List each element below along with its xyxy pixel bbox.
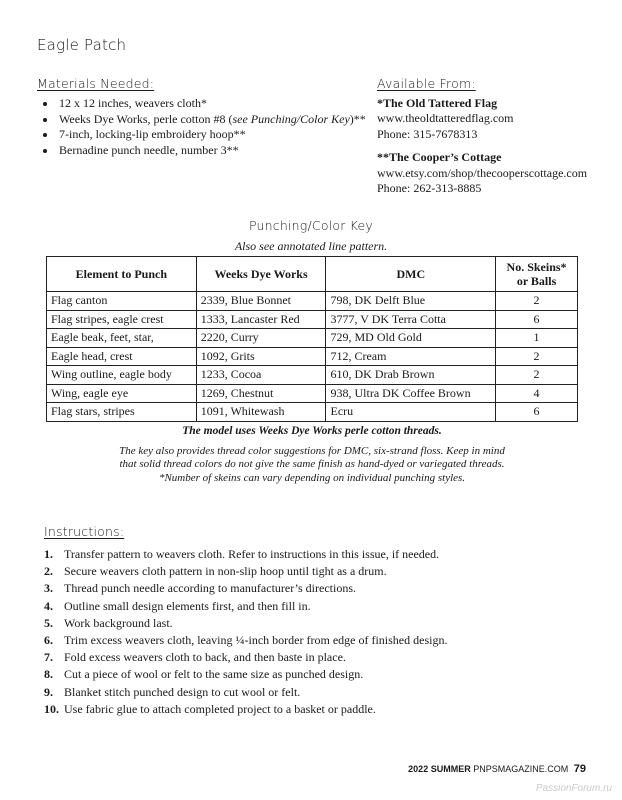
table-row bbox=[47, 384, 578, 403]
list-item bbox=[57, 143, 367, 159]
instructions-list bbox=[44, 546, 604, 718]
watermark: PassionForum.ru bbox=[535, 783, 612, 794]
table-row bbox=[47, 403, 578, 422]
skeins-cell: 2 bbox=[496, 347, 578, 366]
note-line: *Number of skeins can vary depending on individual punching styles. bbox=[158, 471, 466, 484]
column-header: Element to Punch bbox=[47, 257, 197, 292]
skeins-cell: 1 bbox=[496, 329, 578, 348]
material-text: 12 x 12 inches, weavers cloth* bbox=[59, 96, 207, 110]
weeks-cell: 1091, Whitewash bbox=[196, 403, 326, 422]
table-row bbox=[47, 366, 578, 385]
table-row bbox=[47, 329, 578, 348]
material-text: Weeks Dye Works, perle cotton #8 ( bbox=[59, 111, 233, 126]
step-text: Blanket stitch punched design to cut wool or felt. bbox=[64, 684, 301, 699]
list-item bbox=[44, 666, 604, 683]
table-row bbox=[47, 347, 578, 366]
header-line: or Balls bbox=[516, 274, 557, 288]
note-line: The key also provides thread color suggestions for DMC, six-strand floss. Keep in mind bbox=[119, 444, 505, 457]
weeks-cell: 1233, Cocoa bbox=[196, 366, 326, 385]
step-text: Transfer pattern to weavers cloth. Refer to instructions in this issue, if needed. bbox=[64, 547, 440, 561]
materials-list bbox=[37, 96, 367, 158]
column-header: Weeks Dye Works bbox=[196, 257, 326, 292]
step-number: 1. bbox=[44, 547, 53, 561]
weeks-cell: 1269, Chestnut bbox=[196, 384, 326, 403]
element-cell: Flag canton bbox=[47, 292, 197, 311]
step-number: 10. bbox=[44, 701, 59, 716]
dmc-cell: 712, Cream bbox=[326, 347, 496, 366]
page-number: 79 bbox=[573, 763, 586, 775]
list-item bbox=[57, 96, 367, 112]
weeks-cell: 1092, Grits bbox=[196, 347, 326, 366]
model-note: The model uses Weeks Dye Works perle cotton threads. bbox=[182, 425, 442, 437]
step-text: Fold excess weavers cloth to back, and then baste in place. bbox=[64, 650, 346, 665]
list-item bbox=[44, 546, 604, 563]
materials-section bbox=[37, 76, 367, 158]
step-number: 7. bbox=[44, 650, 53, 665]
material-text: 7-inch, locking-lip embroidery hoop** bbox=[59, 127, 246, 141]
weeks-cell: 2339, Blue Bonnet bbox=[196, 292, 326, 311]
weeks-cell: 1333, Lancaster Red bbox=[196, 310, 326, 329]
list-item bbox=[44, 615, 604, 632]
list-item bbox=[44, 649, 604, 666]
key-notes bbox=[46, 425, 578, 485]
weeks-cell: 2220, Curry bbox=[196, 329, 326, 348]
step-number: 9. bbox=[44, 684, 53, 699]
step-text: Work background last. bbox=[64, 615, 173, 630]
skeins-cell: 2 bbox=[496, 366, 578, 385]
source-website[interactable]: www.theoldtatteredflag.com bbox=[377, 111, 514, 125]
material-after: )** bbox=[349, 111, 366, 126]
dmc-cell: 610, DK Drab Brown bbox=[326, 366, 496, 385]
step-number: 5. bbox=[44, 615, 53, 630]
note-line: that solid thread colors do not give the same finish as hand-dyed or variegated threads. bbox=[119, 458, 505, 470]
header-line: No. Skeins* bbox=[506, 260, 567, 274]
list-item bbox=[44, 701, 604, 718]
step-number: 4. bbox=[44, 598, 53, 613]
element-cell: Wing, eagle eye bbox=[47, 384, 197, 403]
table-row bbox=[47, 310, 578, 329]
element-cell: Flag stripes, eagle crest bbox=[47, 310, 197, 329]
list-item bbox=[57, 112, 367, 128]
skeins-cell: 6 bbox=[496, 403, 578, 422]
material-text: Bernadine punch needle, number 3** bbox=[59, 142, 239, 157]
dmc-cell: 729, MD Old Gold bbox=[326, 329, 496, 348]
element-cell: Eagle beak, feet, star, bbox=[47, 329, 197, 348]
skeins-cell: 6 bbox=[496, 310, 578, 329]
page-footer bbox=[408, 763, 586, 775]
list-item bbox=[44, 563, 604, 580]
step-text: Thread punch needle according to manufacturer’s directions. bbox=[64, 581, 356, 596]
materials-heading: Materials Needed: bbox=[37, 76, 155, 91]
source-coopers-cottage bbox=[377, 150, 617, 197]
skeins-cell: 4 bbox=[496, 384, 578, 403]
list-item bbox=[57, 127, 367, 143]
key-title: Punching/Color Key bbox=[249, 218, 373, 233]
page-title: Eagle Patch bbox=[37, 36, 127, 54]
dmc-cell: 3777, V DK Terra Cotta bbox=[326, 310, 496, 329]
step-text: Use fabric glue to attach completed project to a basket or paddle. bbox=[64, 701, 376, 716]
key-subtitle: Also see annotated line pattern. bbox=[234, 239, 388, 253]
step-text: Secure weavers cloth pattern in non-slip hoop until tight as a drum. bbox=[64, 564, 387, 579]
skeins-cell: 2 bbox=[496, 292, 578, 311]
dmc-cell: 938, Ultra DK Coffee Brown bbox=[326, 384, 496, 403]
step-number: 2. bbox=[44, 564, 53, 579]
available-heading: Available From: bbox=[377, 76, 476, 91]
list-item bbox=[44, 684, 604, 701]
source-old-tattered-flag bbox=[377, 96, 617, 143]
table-row bbox=[47, 292, 578, 311]
column-header bbox=[496, 257, 578, 292]
element-cell: Eagle head, crest bbox=[47, 347, 197, 366]
list-item bbox=[44, 632, 604, 649]
dmc-cell: Ecru bbox=[326, 403, 496, 422]
color-key-table bbox=[46, 256, 578, 422]
instructions-heading: Instructions: bbox=[44, 524, 125, 539]
magazine-site: PNPSMAGAZINE.COM bbox=[473, 764, 569, 774]
issue-label: 2022 SUMMER bbox=[408, 764, 471, 774]
source-website[interactable]: www.etsy.com/shop/thecooperscottage.com bbox=[377, 165, 588, 180]
column-header: DMC bbox=[326, 257, 496, 292]
source-name: **The Cooper’s Cottage bbox=[377, 150, 502, 164]
source-name: *The Old Tattered Flag bbox=[377, 95, 498, 110]
step-number: 3. bbox=[44, 581, 53, 596]
source-phone: Phone: 262-313-8885 bbox=[377, 181, 482, 195]
step-number: 6. bbox=[44, 633, 53, 648]
element-cell: Flag stars, stripes bbox=[47, 403, 197, 422]
step-text: Cut a piece of wool or felt to the same size as punched design. bbox=[64, 667, 364, 682]
step-text: Outline small design elements first, and then fill in. bbox=[64, 598, 311, 613]
step-number: 8. bbox=[44, 667, 53, 682]
available-section bbox=[377, 76, 617, 197]
dmc-cell: 798, DK Delft Blue bbox=[326, 292, 496, 311]
list-item bbox=[44, 580, 604, 597]
source-phone: Phone: 315-7678313 bbox=[377, 126, 478, 141]
element-cell: Wing outline, eagle body bbox=[47, 366, 197, 385]
table-header-row bbox=[47, 257, 578, 292]
step-text: Trim excess weavers cloth, leaving ¼-inch border from edge of finished design. bbox=[64, 633, 448, 648]
list-item bbox=[44, 598, 604, 615]
instructions-section bbox=[44, 524, 604, 718]
material-italic: see Punching/Color Key bbox=[232, 111, 350, 126]
